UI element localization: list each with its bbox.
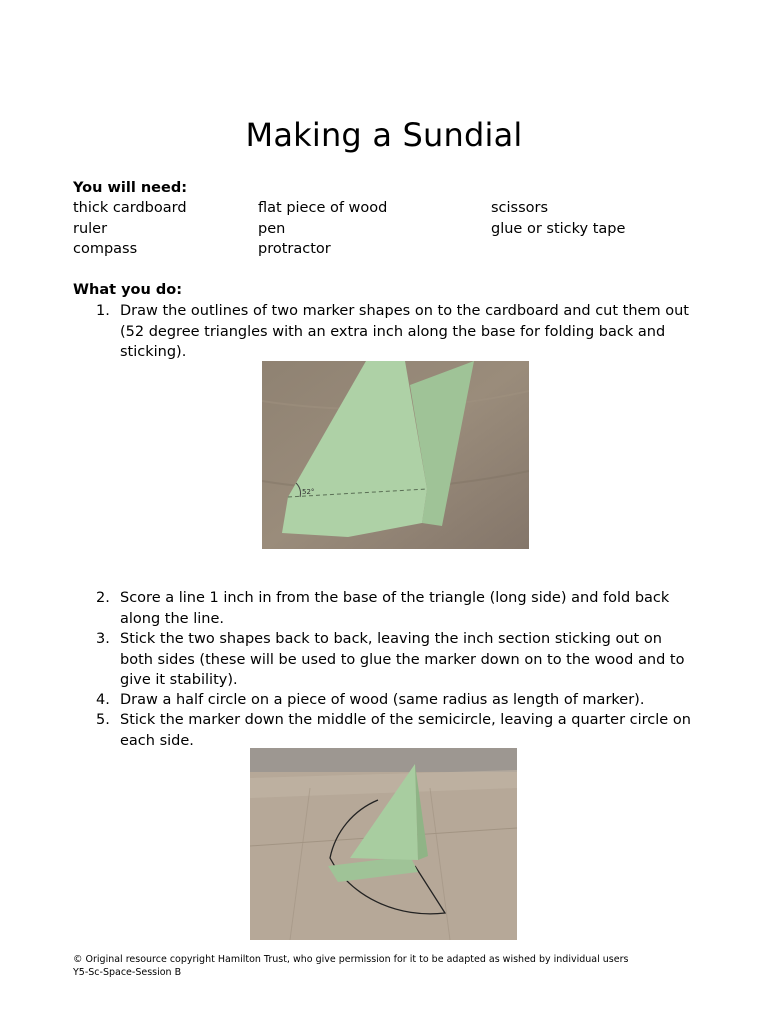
material-item: protractor (258, 241, 331, 257)
material-item: compass (73, 241, 138, 257)
step-item (96, 629, 696, 691)
step-number: 3. (96, 631, 110, 647)
materials-heading: You will need: (73, 180, 188, 196)
step-number: 2. (96, 590, 110, 606)
marker-shapes-illustration (262, 361, 529, 549)
material-item: flat piece of wood (258, 200, 388, 216)
material-item: ruler (73, 221, 108, 237)
step-item (96, 301, 696, 363)
materials-row (73, 241, 713, 261)
materials-row (73, 200, 713, 220)
step-text: Draw the outlines of two marker shapes on to the cardboard and cut them out (52 degree triangles with an extra inch along the base for folding back and sticking). (120, 303, 689, 361)
photo-assembled-sundial (250, 748, 517, 940)
step-text: Stick the marker down the middle of the semicircle, leaving a quarter circle on each side. (120, 712, 691, 749)
angle-label: 52° (302, 488, 315, 496)
step-number: 4. (96, 692, 110, 708)
step-item (96, 690, 696, 711)
material-item: pen (258, 221, 286, 237)
copyright-notice: © Original resource copyright Hamilton Trust, who give permission for it to be adapted as wished by individual users (73, 954, 629, 965)
step-item (96, 588, 696, 629)
assembled-sundial-illustration (250, 748, 517, 940)
step-item (96, 710, 696, 751)
material-item: glue or sticky tape (491, 221, 626, 237)
material-item: scissors (491, 200, 549, 216)
step-text: Stick the two shapes back to back, leaving the inch section sticking out on both sides (these will be used to glue the marker down on to the wood and to give it stability). (120, 631, 685, 689)
session-code: Y5-Sc-Space-Session B (73, 967, 182, 978)
photo-marker-shapes (262, 361, 529, 549)
instructions-heading: What you do: (73, 282, 183, 298)
materials-row (73, 221, 713, 241)
step-number: 1. (96, 303, 110, 319)
step-text: Score a line 1 inch in from the base of the triangle (long side) and fold back along the line. (120, 590, 670, 627)
step-number: 5. (96, 712, 110, 728)
page-title: Making a Sundial (245, 116, 523, 154)
material-item: thick cardboard (73, 200, 187, 216)
step-text: Draw a half circle on a piece of wood (same radius as length of marker). (120, 692, 645, 708)
